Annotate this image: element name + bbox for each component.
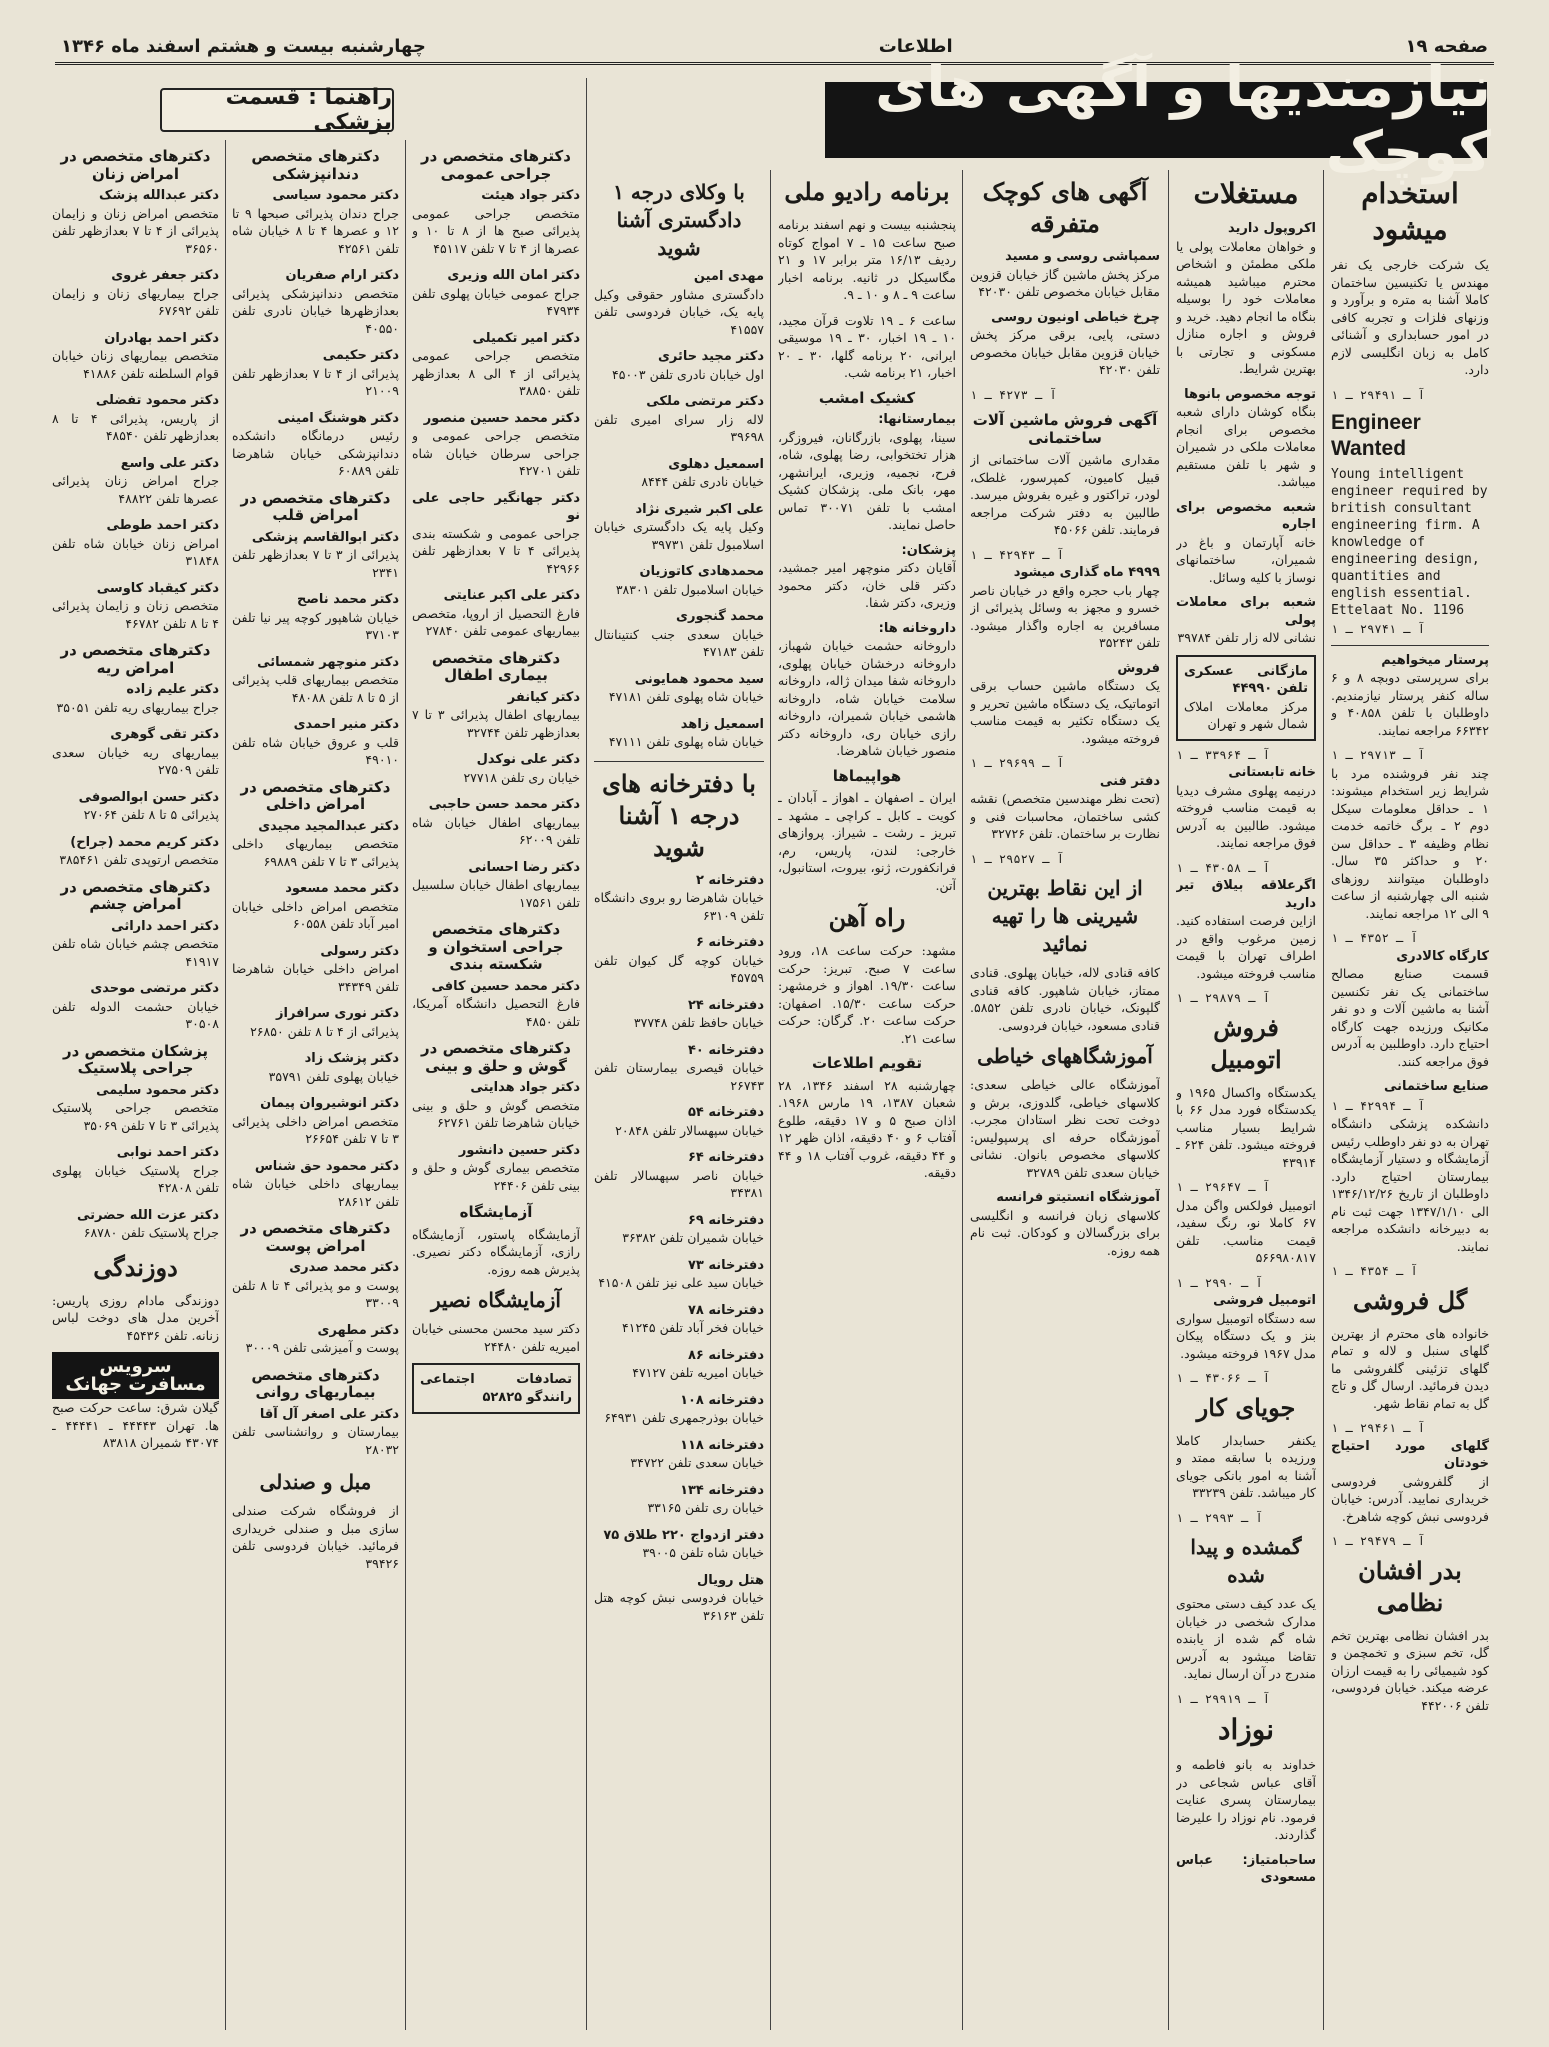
railway-schedule: مشهد: حرکت ساعت ۱۸، ورود ساعت ۷ صبح. تبریز: حرکت ساعت ۱۹/۳۰. اهواز و خرمشهر: حرکت ساعت ۱۵/۳۰. اصفهان: حرکت ساعت ۲۰. گرگان: حرکت ساعت ۲۱. — [778, 943, 956, 1046]
car-ad-title: اتومبیل فروشی — [1213, 1293, 1316, 1308]
misc-ad: یک دستگاه ماشین حساب برقی اتوماتیک، یک دستگاه ماشین تحریر و یک دستگاه تکثیر به قیمت مناسب فروخته میشود. — [970, 678, 1160, 746]
misc-ad-title: ۴۹۹۹ ماه گذاری میشود — [1013, 565, 1160, 580]
lawyers-title: با وکلای درجه ۱ دادگستری آشنا شوید — [613, 180, 745, 260]
lost-found-ad: یک عدد کیف دستی محتوی مدارک شخصی در خیابان شاه گم شده از یابنده تقاضا میشود به آدرس مندرج در آن ارسال نماید. — [1176, 1596, 1316, 1681]
pharmacies-list: داروخانه حشمت خیابان شهباز، داروخانه درخشان خیابان پهلوی، داروخانه شفا میدان ژاله، داروخانه سلامت خیابان شاه، داروخانه هاشمی خیابان شمیران، داروخانه رازی خیابان ری، داروخانه دکتر منصور خیابان شاهرضا. — [778, 638, 956, 758]
doctor-name: دکتر مطهری — [317, 1322, 399, 1338]
furniture-title: مبل و صندلی — [259, 1470, 372, 1494]
doctor-name: دکتر منوچهر شمسائی — [257, 654, 399, 670]
misc-ad-title: فروش — [1117, 660, 1160, 676]
flower-ad-title: گلهای مورد احتیاج خودتان — [1331, 1438, 1489, 1471]
doctor-info: متخصص جراحی پلاستیک پذیرائی ۳ تا ۷ تلفن ۳۵۰۶۹ — [52, 1100, 219, 1133]
property-box-ad: مازگانی عسکری تلفن ۴۴۹۹۰ مرکز معاملات املاک شمال شهر و تهران — [1176, 655, 1316, 741]
notary-name: دفترخانه ۵۴ — [688, 1105, 764, 1120]
pharmacies-title: داروخانه ها: — [878, 620, 956, 636]
hospitals-list: سینا، پهلوی، بازرگانان، فیروزگر، هزار تختخوابی، رضا پهلوی، شاه، فرح، نجمیه، وزیری، ایرانشهر، مهر، بانک ملی. پزشکان کشیک امشب با تلفن ۳۰۰۷۱ تماس حاصل نمایند. — [778, 429, 956, 532]
doctor-name: دکتر احمد داراثی — [111, 918, 219, 934]
doctor-name: دکتر علی واسع — [120, 455, 219, 471]
clinic-title: آزمایشگاه نصیر — [431, 1288, 561, 1312]
car-ad: اتومبیل فولکس واگن مدل ۶۷ کاملا نو، رنگ سفید، قیمت مناسب. تلفن ۵۶۶۹۸۰۸۱۷ — [1176, 1197, 1316, 1265]
on-duty-title: کشیک امشب — [818, 388, 916, 407]
property-ad-title: اکروپول دارید — [1227, 221, 1316, 236]
doctor-name: دکتر حکیمی — [322, 348, 399, 363]
doctor-name: دکتر محمد حسین منصور — [423, 410, 580, 426]
doctor-name: دکتر پزشک زاد — [304, 1051, 399, 1066]
doctor-name: دکتر احمد طوطی — [106, 518, 219, 533]
ad-code: آ ـ ۴۳۵۴ ـ ۱ — [1331, 1264, 1418, 1278]
doctor-info: بیمارستان و روانشناسی تلفن ۲۸۰۳۲ — [232, 1424, 399, 1457]
property-ad-title: توجه مخصوص بانوها — [1184, 386, 1316, 402]
lawyer-info: خیابان سعدی جنب کنتینانتال تلفن ۴۷۱۸۳ — [594, 626, 764, 659]
doctor-name: دکتر جواد هیئت — [481, 188, 580, 203]
doctor-name: دکتر تقی گوهری — [110, 727, 219, 742]
doctor-name: دکتر کیقباد کاوسی — [96, 580, 219, 596]
laboratory-info: آزمایشگاه پاستور، آزمایشگاه رازی، آزمایشگاه دکتر نصیری. پذیرش همه روزه. — [412, 1226, 580, 1277]
column-rule — [225, 140, 226, 2030]
lawyer-name: مهدی امین — [693, 269, 764, 284]
column-rule — [770, 170, 771, 2030]
misc-ads-column — [970, 172, 1160, 2032]
notary-info: خیابان امیریه تلفن ۴۷۱۲۷ — [632, 1365, 764, 1380]
job-seeker-title: جویای کار — [1196, 1392, 1296, 1422]
specialty-title: دکترهای متخصص در امراض چشم — [60, 877, 211, 913]
classifieds-masthead: نیازمندیها و آگهی های کوچک — [821, 78, 1491, 162]
hospitals-title: بیمارستانها: — [878, 412, 956, 427]
pastry-shops-ad: کافه قنادی لاله، خیابان پهلوی. قنادی ممتاز، خیابان شاهپور. کافه قنادی گلپونک، خیابان نادری تلفن ۵۸۵۲. قنادی مسعود، خیابان فردوسی. — [970, 965, 1160, 1033]
specialty-title: دکترهای متخصص در امراض قلب — [240, 488, 391, 524]
flights-list: ایران ـ اصفهان ـ اهواز ـ آبادان ـ کویت ـ کابل ـ کراچی ـ مشهد ـ تبریز ـ رشت ـ شیراز. پروازهای خارجی: لندن، پاریس، رم، فرانکفورت، ژنو، بیروت، استانبول، آتن. — [778, 790, 956, 893]
doctor-info: جراح امراض زنان پذیرائی عصرها تلفن ۴۸۸۲۲ — [52, 473, 219, 506]
lawyer-info: اول خیابان نادری تلفن ۴۵۰۰۳ — [612, 366, 764, 382]
ad-code: آ ـ ۴۲۹۹۴ ـ ۱ — [1331, 1098, 1425, 1113]
railway-title: راه آهن — [828, 903, 906, 932]
notary-info: خیابان حافظ تلفن ۳۷۷۴۸ — [633, 1015, 764, 1030]
property-ad: و خواهان معاملات پولی یا ملکی مطمئن و اشخاص محترم میباشید همیشه معاملات خود را بوسیله بنگاه ما انجام دهید. خرید و فروش و اجاره منازل مسکونی و تجارتی با بهترین شرایط. — [1176, 238, 1316, 376]
column-rule — [962, 170, 963, 2030]
specialty-title: دکترهای متخصص در امراض داخلی — [240, 777, 391, 813]
travel-service-title: سرویس مسافرت جهانک — [52, 1352, 219, 1399]
flower-ad: از گلفروشی فردوسی خریداری نمایید. آدرس: خیابان فردوسی نبش کوچه شاهرخ. — [1331, 1473, 1489, 1524]
doctor-name: دکتر محمد ناصح — [296, 592, 399, 607]
services-column — [778, 172, 956, 2032]
ad-code: آ ـ ۴۳۰۶۶ ـ ۱ — [1176, 1371, 1270, 1385]
employment-ad: یک شرکت خارجی یک نفر مهندس یا تکنیسین ساختمان کاملا آشنا به متره و برآورد و وزنهای فلزات و تجربه کافی در امور حسابداری و آشنائی کامل به زبان انگلیسی لازم دارد. — [1331, 257, 1489, 377]
specialty-title: دکترهای متخصص در امراض پوست — [240, 1219, 391, 1255]
engineer-wanted-body: Young intelligent engineer required by british consultant engineering firm. A knowledge of engineering design, quantities and english essential. Ettelaat No. 1196 — [1331, 467, 1488, 618]
notary-name: دفترخانه ۸۶ — [688, 1347, 764, 1363]
doctor-info: متخصص جراحی عمومی و جراحی سرطان خیابان شاه تلفن ۴۲۷۰۱ — [412, 428, 580, 478]
misc-ad: کلاسهای زبان فرانسه و انگلیسی برای بزرگسالان و کودکان. ثبت نام همه روزه. — [970, 1207, 1160, 1258]
doctor-name: دکتر جعفر غروی — [111, 268, 219, 283]
ad-code: آ ـ ۲۹۵۲۷ ـ ۱ — [970, 851, 1064, 866]
employment-column — [1331, 172, 1489, 2032]
radio-schedule: ساعت ۶ ـ ۱۹ تلاوت قرآن مجید، ۱۰ ـ ۱۹ اخبار، ۳۰ ـ ۱۹ موسیقی ایرانی، ۲۰ برنامه گلها، ۳۰ ـ ۲۰ اخبار، ۲۱ برنامه شب. — [778, 312, 956, 380]
doctor-name: دکتر جواد هدایتی — [470, 1080, 580, 1095]
lawyer-name: سید محمود همایونی — [634, 671, 764, 687]
doctor-info: بیماریهای ریه خیابان سعدی تلفن ۲۷۵۰۹ — [52, 744, 219, 777]
lawyers-column — [594, 172, 764, 2032]
lawyer-name: دکتر مجید حائری — [657, 349, 764, 364]
doctors-list: آقایان دکتر منوچهر امیر جمشید، دکتر قلی خان، دکتر محمود وزیری، دکتر شفا. — [778, 560, 956, 610]
property-ad: ازاین فرصت استفاده کنید. زمین مرغوب واقع در اطراف تهران با قیمت مناسب فروخته میشود. — [1176, 913, 1316, 981]
ad-code: آ ـ ۲۹۶۴۷ ـ ۱ — [1176, 1180, 1270, 1194]
notary-info: خیابان سپهسالار تلفن ۲۰۸۴۸ — [615, 1122, 764, 1138]
notaries-title: با دفترخانه های درجه ۱ آشنا شوید — [602, 768, 756, 862]
doctor-info: جراحی عمومی و شکسته بندی پذیرائی ۴ تا ۷ بعدازظهر تلفن ۴۲۹۶۶ — [412, 525, 580, 576]
doctor-info: جراح پلاستیک تلفن ۶۸۷۸۰ — [83, 1225, 219, 1240]
specialty-title: دکترهای متخصص بیماری اطفال — [431, 648, 561, 684]
property-ad-title: اگرعلاقه بیلاق تیر دارید — [1176, 878, 1316, 911]
ad-code: آ ـ ۳۳۹۶۴ ـ ۱ — [1176, 747, 1270, 762]
car-ad: یکدستگاه واکسال ۱۹۶۵ و یکدستگاه فورد مدل ۶۶ با شرایط بسیار مناسب فروخته میشود. تلفن ۶۲۴ ـ ۴۳۹۱۴ — [1176, 1084, 1316, 1170]
doctor-name: دکتر علی نوکدل — [476, 752, 580, 767]
notary-name: دفتر ازدواج ۲۲۰ طلاق ۷۵ — [603, 1527, 764, 1543]
doctor-info: خیابان حشمت الدوله تلفن ۳۰۵۰۸ — [52, 998, 219, 1031]
ad-code: آ ـ ۲۹۹۱۹ ـ ۱ — [1176, 1691, 1270, 1706]
doctor-info: متخصص بیماریهای زنان خیابان قوام السلطنه تلفن ۴۱۸۸۶ — [52, 348, 219, 381]
doctor-info: خیابان ری تلفن ۲۷۷۱۸ — [463, 769, 580, 785]
misc-ad-title: چرخ خیاطی اونیون روسی — [991, 309, 1160, 325]
doctor-name: دکتر رضا احسانی — [468, 859, 580, 875]
doctor-info: جراح بیماریهای ریه تلفن ۳۵۰۵۱ — [56, 699, 219, 715]
doctor-name: دکتر کریم محمد (جراح) — [70, 834, 219, 850]
newborn-ad: خداوند به بانو فاطمه و آقای عباس شجاعی در بیمارستان پسری عنایت فرمود. نام نوزاد را علیرضا گذاردند. — [1176, 1757, 1316, 1842]
workshop-ad: قسمت صنایع مصالح ساختمانی یک نفر تکنسین آشنا به ماشین آلات و دو نفر مکانیک ورزیده جهت کارگاه احتیاج دارد. داوطلبین به آدرس فوق مراجعه کنند. — [1331, 966, 1489, 1069]
property-ad: درنیمه پهلوی مشرف دیدیا به قیمت مناسب فروخته میشود. طالبین به آدرس فوق مراجعه نمایند. — [1176, 782, 1316, 850]
doctor-name: دکتر حسین دانشور — [458, 1142, 580, 1158]
doctor-info: فارغ التحصیل دانشگاه آمریکا، تلفن ۴۸۵۰ — [412, 996, 580, 1029]
misc-ad-title: سمپاشی روسی و مسید — [1005, 249, 1160, 264]
doctor-name: دکتر عبدالله پزشک — [99, 188, 219, 203]
military-seeds-ad: بدر افشان نظامی بهترین تخم گل، تخم سبزی و تخمچمن و کود شیمیائی را به قیمت ارزان عرضه میکند. خیابان فردوسی، تلفن ۴۴۲۰۰۶ — [1331, 1627, 1489, 1713]
doctor-name: دکتر انوشیروان پیمان — [260, 1096, 399, 1111]
doctor-info: جراح دندان پذیرائی صبحها ۹ تا ۱۲ و عصرها ۴ تا ۸ خیابان شاه تلفن ۴۲۵۶۱ — [232, 205, 399, 256]
radio-intro: پنجشنبه بیست و نهم اسفند برنامه صبح ساعت ۱۵ ـ ۷ امواج کوتاه ردیف ۱۶/۱۳ متر برابر ۱۷ و ۲۱ مگاسیکل در ثانیه. برنامه اخبار ساعت ۹ ـ ۸ و ۱۰ ـ ۹. — [778, 217, 956, 302]
tailor-ad: دوزندگی مادام روزی پاریس: آخرین مدل های دوخت لباس زنانه. تلفن ۴۵۴۳۶ — [52, 1292, 219, 1343]
emergency-box: تصادفات اجتماعی رانندگو ۵۲۸۲۵ — [412, 1363, 580, 1414]
notary-name: دفترخانه ۱۱۸ — [680, 1437, 764, 1453]
lost-found-title: گمشده و پیدا شده — [1190, 1535, 1302, 1587]
pastry-shops-title: از این نقاط بهترین شیرینی ها را تهیه نمائید — [987, 876, 1143, 956]
misc-ad-title: دفتر فنی — [1099, 773, 1160, 789]
doctor-name: دکتر عزت الله حضرتی — [76, 1207, 219, 1223]
notary-info: خیابان سید علی نیز تلفن ۴۱۵۰۸ — [598, 1275, 764, 1290]
property-ad: نشانی لاله زار تلفن ۳۹۷۸۴ — [1177, 630, 1316, 645]
doctor-name: دکتر علیم زاده — [126, 682, 219, 697]
doctor-info: امراض داخلی خیابان شاهرضا تلفن ۳۴۳۴۹ — [232, 961, 399, 994]
doctor-name: دکتر حسن ابوالصوفی — [78, 789, 219, 805]
misc-ads-title: آگهی های کوچک متفرقه — [982, 177, 1148, 238]
doctor-info: از پاریس، پذیرائی ۴ تا ۸ بعدازظهر تلفن ۴۸۵۴۰ — [52, 410, 219, 443]
property-title: مستغلات — [1193, 177, 1299, 210]
construction-ad-title: صنایع ساختمانی — [1383, 1079, 1489, 1094]
doctor-info: خیابان شاهپور کوچه پیر نیا تلفن ۳۷۱۰۳ — [232, 609, 399, 642]
misc-ad: (تحت نظر مهندسین متخصص) نقشه کشی ساختمان، محاسبات فنی و نظارت بر ساختمان. تلفن ۳۲۷۲۶ — [970, 791, 1160, 841]
column-rule — [586, 78, 587, 2030]
ad-code: آ ـ ۲۹۴۹۱ ـ ۱ — [1331, 387, 1425, 402]
doctor-info: بیماریهای اطفال خیابان شاه تلفن ۶۲۰۰۹ — [412, 814, 580, 847]
doctor-info: متخصص بیماریهای قلب پذیرائی از ۵ تا ۸ تلفن ۴۸۰۸۸ — [232, 672, 399, 705]
specialty-title: دکترهای متخصص در امراض ریه — [60, 641, 211, 677]
doctor-info: متخصص امراض زنان و زایمان پذیرائی از ۴ تا ۷ بعدازظهر تلفن ۳۶۵۶۰ — [52, 205, 219, 256]
publisher-signature: ساحبامتیاز: عباس مسعودی — [1176, 1852, 1316, 1885]
ad-code: آ ـ ۴۳۵۲ ـ ۱ — [1331, 931, 1418, 945]
notary-name: دفترخانه ۱۳۴ — [680, 1482, 764, 1498]
nurse-ad-title: پرستار میخواهیم — [1381, 652, 1489, 668]
flower-shop-title: گل فروشی — [1352, 1285, 1468, 1315]
tailor-title: دوزندگی — [93, 1252, 178, 1282]
notary-info: خیابان سعدی تلفن ۳۴۷۲۲ — [630, 1455, 764, 1470]
military-seeds-title: بدر افشان نظامی — [1358, 1555, 1462, 1617]
hotel-name: هتل رویال — [696, 1572, 764, 1588]
issue-date: چهارشنبه بیست و هشتم اسفند ماه ۱۳۴۶ — [61, 35, 426, 57]
ad-code: آ ـ ۲۹۶۹۹ ـ ۱ — [970, 756, 1064, 770]
medical-column-1 — [412, 140, 580, 2030]
lawyer-info: دادگستری مشاور حقوقی وکیل پایه یک، خیابان فردوسی تلفن ۴۱۵۵۷ — [594, 286, 764, 337]
doctor-name: دکتر محمود سلیمی — [96, 1082, 219, 1098]
doctor-info: پذیرائی از ۴ تا ۷ بعدازظهر تلفن ۲۱۰۰۹ — [232, 365, 399, 398]
radio-program-title: برنامه رادیو ملی — [784, 177, 950, 206]
doctor-name: دکتر محمد حسن حاجبی — [428, 797, 580, 812]
doctor-info: متخصص گوش و حلق و بینی خیابان شاهرضا تلفن ۶۲۷۶۱ — [412, 1097, 580, 1130]
notary-info: خیابان ناصر سپهسالار تلفن ۳۴۳۸۱ — [594, 1167, 764, 1200]
lawyer-name: علی اکبر شیری نژاد — [635, 501, 764, 517]
clinic-info: دکتر سید محسن محسنی خیابان امیریه تلفن ۲۴۴۸۰ — [412, 1321, 580, 1354]
notary-name: دفترخانه ۲۴ — [688, 997, 764, 1013]
doctor-name: دکتر احمد بهادران — [104, 330, 219, 346]
doctor-name: دکتر عبدالمجید مجیدی — [258, 818, 399, 834]
ad-code: آ ـ ۲۹۹۳ ـ ۱ — [1176, 1510, 1263, 1525]
doctor-name: دکتر رسولی — [320, 943, 399, 959]
doctor-name: دکتر منیر احمدی — [293, 717, 399, 732]
lawyer-info: وکیل پایه یک دادگستری خیابان اسلامبول تلفن ۳۹۷۳۱ — [594, 519, 764, 552]
nurse-ad: برای سرپرستی دوبچه ۸ و ۶ ساله کنفر پرستار نیازمندیم. داوطلبان با تلفن ۴۰۸۵۸ و ۶۶۳۴۲ مراجعه نمایند. — [1331, 670, 1489, 738]
doctor-info: بیماریهای اطفال پذیرائی ۳ تا ۷ بعدازظهر تلفن ۳۲۷۴۴ — [412, 707, 580, 740]
doctor-info: متخصص دندانپزشکی پذیرائی بعدازظهرها خیابان نادری تلفن ۴۰۵۵۰ — [232, 285, 399, 336]
doctor-info: خیابان پهلوی تلفن ۳۵۷۹۱ — [268, 1068, 399, 1084]
specialty-title: دکترهای متخصص در امراض زنان — [60, 147, 211, 183]
specialty-title: دکترهای متخصص جراحی استخوان و شکسته بندی — [428, 920, 564, 973]
ad-code: آ ـ ۲۹۴۶۱ ـ ۱ — [1331, 1421, 1425, 1435]
specialty-title: دکترهای متخصص در جراحی عمومی — [421, 147, 571, 183]
doctor-name: دکتر احمد نوابی — [116, 1145, 219, 1160]
doctor-name: دکتر مرتضی موحدی — [90, 981, 219, 996]
doctor-info: فارغ التحصیل از اروپا، متخصص بیماریهای عمومی تلفن ۲۷۸۴۰ — [412, 605, 580, 638]
notary-info: خیابان قیصری بیمارستان تلفن ۲۶۷۴۳ — [594, 1060, 764, 1093]
specialty-title: دکترهای متخصص دندانپزشکی — [251, 147, 380, 183]
lawyer-name: محمد گنجوری — [676, 609, 764, 624]
doctor-info: متخصص جراحی عمومی پذیرائی از ۴ الی ۸ بعدازظهر تلفن ۳۸۸۵۰ — [412, 348, 580, 398]
property-ad-title: شعبه برای معاملات پولی — [1176, 595, 1316, 628]
doctor-info: رئیس درمانگاه دانشکده دندانپزشکی خیابان شاهرضا تلفن ۶۰۸۸۹ — [232, 428, 399, 478]
doctor-info: متخصص بیماری گوش و حلق و بینی تلفن ۲۴۴۰۶ — [412, 1160, 580, 1193]
notary-name: دفترخانه ۴۰ — [688, 1042, 764, 1058]
salesman-ad: چند نفر فروشنده مرد با شرایط زیر استخدام میشوند: ۱ ـ حداقل معلومات سیکل دوم ۲ ـ برگ خاتمه خدمت نظام وظیفه ۳ ـ حداقل سن ۲۰ و حداکثر ۳۵ سال. داوطلبان میتوانند روزهای شنبه الی چهارشنبه از ساعت ۹ الی ۱۲ مراجعه نمایند. — [1331, 765, 1489, 921]
newborn-title: نوزاد — [1217, 1713, 1275, 1746]
doctor-name: دکتر محمد مسعود — [285, 881, 399, 896]
misc-ad: مقداری ماشین آلات ساختمانی از قبیل کامیون، کمپرسور، غلطک، لودر، تراکتور و غیره بفروش میرسد. طالبین به دفتر شرکت مراجعه فرمایند. تلفن ۴۵۰۶۶ — [970, 452, 1160, 537]
notary-name: دفترخانه ۷۳ — [688, 1257, 764, 1273]
doctor-name: دکتر امان الله وزیری — [447, 268, 580, 283]
ad-code: آ ـ ۴۳۰۵۸ ـ ۱ — [1176, 860, 1270, 875]
flights-title: هواپیماها — [832, 766, 902, 785]
lawyer-info: خیابان شاه پهلوی تلفن ۴۷۱۸۱ — [608, 689, 764, 704]
doctor-name: دکتر جهانگیر حاجی علی نو — [412, 490, 580, 523]
doctor-info: جراح بیماریهای زنان و زایمان تلفن ۶۷۶۹۲ — [52, 285, 219, 318]
medical-guide-title: راهنما : قسمت پزشکی — [160, 88, 394, 132]
tailoring-schools-ad: آموزشگاه عالی خیاطی سعدی: کلاسهای خیاطی، گلدوزی، برش و دوخت تحت نظر استادان مجرب. آموزشگاه حرفه ای پرسپولیس: کلاسهای مخصوص بانوان. نشانی خیابان سعدی تلفن ۳۲۷۸۹ — [970, 1077, 1160, 1180]
doctor-info: متخصص جراحی عمومی پذیرائی صبح ها از ۸ تا ۱۰ و عصرها از ۴ تا ۷ تلفن ۴۵۱۱۷ — [412, 205, 580, 256]
doctor-name: دکتر نوری سرافراز — [276, 1006, 399, 1021]
doctor-info: بیماریهای داخلی خیابان شاه تلفن ۲۸۶۱۲ — [232, 1176, 399, 1209]
doctor-info: متخصص بیماریهای داخلی پذیرائی ۳ تا ۷ تلفن ۶۹۸۸۹ — [232, 836, 399, 869]
laboratory-title: آزمایشگاه — [459, 1203, 533, 1221]
doctor-info: امراض زنان خیابان شاه تلفن ۳۱۸۴۸ — [52, 535, 219, 568]
notary-info: خیابان کوچه گل کیوان تلفن ۴۵۷۵۹ — [594, 952, 764, 985]
misc-ad: چهار باب حجره واقع در خیابان ناصر خسرو و مجهز به وسائل پذیرائی از مسافرین به اجاره واگذار میشود. تلفن ۳۵۲۴۳ — [970, 582, 1160, 650]
car-ad: سه دستگاه اتومبیل سواری بنز و یک دستگاه پیکان مدل ۱۹۶۷ فروخته میشود. — [1176, 1310, 1316, 1361]
notary-name: دفترخانه ۶۹ — [688, 1212, 764, 1228]
specialty-title: پزشکان متخصص در جراحی پلاستیک — [62, 1041, 209, 1077]
misc-ad: دستی، پایی، برقی مرکز پخش خیابان قزوین مقابل خیابان مخصوص تلفن ۴۲۰۳۰ — [970, 327, 1160, 377]
lawyer-info: خیابان اسلامبول تلفن ۳۸۳۰۱ — [615, 581, 764, 597]
university-ad: دانشکده پزشکی دانشگاه تهران به دو نفر داوطلب رئیس آزمایشگاه و دستیار آزمایشگاه بیمارستان احتیاج دارد. داوطلبان از تاریخ ۱۳۴۶/۱۲/۲۶ الی ۱۳۴۷/۱/۱۰ جهت ثبت نام به دبیرخانه دانشکده مراجعه نمایند. — [1331, 1116, 1489, 1254]
calendar-title: تقویم اطلاعات — [811, 1054, 923, 1072]
lawyer-info: لاله زار سرای امیری تلفن ۳۹۶۹۸ — [594, 411, 764, 444]
notary-info: خیابان فخر آباد تلفن ۴۱۲۴۵ — [622, 1320, 764, 1335]
notary-info: خیابان ری تلفن ۳۳۱۶۵ — [647, 1500, 764, 1515]
job-seeker-ad: یکنفر حسابدار کاملا ورزیده با سابقه ممتد و آشنا به امور بانکی جویای کار میباشد. تلفن ۳۳۲۳۹ — [1176, 1432, 1316, 1500]
medical-column-3 — [52, 140, 219, 2030]
column-rule — [405, 140, 406, 2030]
property-ad-title: شعبه مخصوص برای اجاره — [1176, 499, 1316, 532]
doctor-name: دکتر امیر تکمیلی — [472, 330, 580, 346]
doctor-name: دکتر هوشنگ امینی — [277, 410, 399, 426]
ad-code: آ ـ ۴۲۹۴۳ ـ ۱ — [970, 547, 1064, 562]
doctor-name: دکتر علی اکبر عنایتی — [443, 588, 580, 603]
column-rule — [1168, 170, 1169, 2030]
medical-column-2 — [232, 140, 399, 2030]
tailoring-schools-title: آموزشگاههای خیاطی — [977, 1044, 1153, 1068]
notary-name: دفترخانه ۷۸ — [688, 1302, 764, 1318]
car-sale-title: فروش اتومبیل — [1210, 1012, 1282, 1074]
lawyer-info: خیابان نادری تلفن ۸۴۴۴ — [641, 474, 764, 489]
travel-service-ad: گیلان شرق: ساعت حرکت صبح ها. تهران ۴۴۴۴۳ ـ ۴۴۴۴۱ ـ ۴۳۰۷۴ شمیران ۸۳۸۱۸ — [52, 1400, 219, 1450]
doctor-info: متخصص ارتوپدی تلفن ۳۸۵۴۶۱ — [59, 852, 219, 867]
doctor-info: جراح عمومی خیابان پهلوی تلفن ۴۷۹۳۴ — [412, 285, 580, 318]
notary-name: دفترخانه ۶۴ — [688, 1150, 764, 1165]
notary-info: خیابان شاهرضا رو بروی دانشگاه تلفن ۶۳۱۰۹ — [594, 890, 764, 923]
notary-name: دفترخانه ۶ — [695, 935, 764, 950]
doctor-info: پذیرائی ۵ تا ۸ تلفن ۲۷۰۶۴ — [83, 807, 219, 822]
doctor-name: دکتر محمد صدری — [289, 1260, 399, 1275]
doctors-title: پزشکان: — [901, 542, 956, 558]
misc-ad: مرکز پخش ماشین گاز خیابان قزوین مقابل خیابان مخصوص تلفن ۴۲۰۳۰ — [970, 266, 1160, 299]
workshop-ad-title: کارگاه کالادری — [1396, 948, 1489, 964]
ad-code: آ ـ ۴۲۷۳ ـ ۱ — [970, 387, 1057, 402]
specialty-title: دکترهای متخصص در گوش و حلق و بینی — [421, 1039, 571, 1075]
doctor-name: دکتر کیانفر — [507, 689, 580, 705]
doctor-name: دکتر محمود سیاسی — [272, 188, 399, 203]
ad-code: آ ـ ۲۹۸۷۹ ـ ۱ — [1176, 991, 1270, 1005]
doctor-name: دکتر ارام صفریان — [285, 268, 399, 283]
doctor-info: متخصص چشم خیابان شاه تلفن ۴۱۹۱۷ — [52, 936, 219, 969]
property-column — [1176, 172, 1316, 2032]
specialty-title: دکترهای متخصص بیماریهای روانی — [251, 1365, 380, 1401]
misc-ad-title: آگهی فروش ماشین آلات ساختمانی — [972, 411, 1158, 447]
doctor-name: دکتر محمد حسین کافی — [431, 978, 580, 994]
ad-code: آ ـ ۲۹۹۰ ـ ۱ — [1176, 1275, 1263, 1290]
lawyer-name: اسمعیل زاهد — [680, 716, 764, 732]
column-rule — [1323, 170, 1324, 2030]
calendar-text: چهارشنبه ۲۸ اسفند ۱۳۴۶، ۲۸ شعبان ۱۳۸۷، ۱۹ مارس ۱۹۶۸. اذان صبح ۵ و ۱۷ دقیقه، طلوع آفتاب ۶ و ۴۰ دقیقه، اذان ظهر ۱۲ و ۴۴ دقیقه، غروب آفتاب ۱۸ و ۴۴ دقیقه. — [778, 1077, 956, 1180]
doctor-info: پذیرائی از ۴ تا ۸ تلفن ۲۶۸۵۰ — [250, 1023, 399, 1039]
doctor-name: دکتر محمود حق شناس — [254, 1158, 399, 1174]
lawyer-name: اسمعیل دهلوی — [668, 456, 764, 472]
page-number: صفحه ۱۹ — [1405, 35, 1488, 57]
lawyer-name: محمدهادی کاتوزیان — [639, 564, 764, 579]
property-ad: خانه آپارتمان و باغ در شمیران، ساختمانهای نوساز با کلیه وسائل. — [1176, 534, 1316, 585]
engineer-wanted-title: Engineer Wanted — [1331, 411, 1421, 460]
property-ad-title: خانه تابستانی — [1228, 765, 1316, 780]
doctor-info: بیماریهای اطفال خیابان سلسبیل تلفن ۱۷۵۶۱ — [412, 877, 580, 910]
doctor-info: پذیرائی از ۳ تا ۷ بعدازظهر تلفن ۲۳۴۱ — [232, 547, 399, 580]
ad-code: آ ـ ۲۹۴۷۹ ـ ۱ — [1331, 1534, 1425, 1548]
notary-name: دفترخانه ۲ — [695, 872, 764, 888]
misc-ad-title: آموزشگاه انستیتو فرانسه — [996, 1190, 1160, 1205]
doctor-info: متخصص امراض داخلی خیابان امیر آباد تلفن ۶۰۵۵۸ — [232, 898, 399, 931]
doctor-info: متخصص زنان و زایمان پذیرائی ۴ تا ۸ تلفن ۴۶۷۸۲ — [52, 598, 219, 631]
lawyer-info: خیابان شاه پهلوی تلفن ۴۷۱۱۱ — [608, 734, 764, 749]
notary-info: خیابان بوذرجمهری تلفن ۶۴۹۳۱ — [604, 1410, 764, 1425]
doctor-name: دکتر ابوالقاسم پزشکی — [251, 529, 399, 545]
hotel-info: خیابان فردوسی نبش کوچه هتل تلفن ۳۶۱۶۳ — [594, 1590, 764, 1623]
doctor-info: قلب و عروق خیابان شاه تلفن ۴۹۰۱۰ — [232, 734, 399, 767]
notary-info: خیابان شاه تلفن ۳۹۰۰۵ — [642, 1545, 764, 1560]
ad-code: آ ـ ۲۹۷۱۳ ـ ۱ — [1331, 748, 1425, 762]
lawyer-name: دکتر مرتضی ملکی — [646, 394, 764, 409]
doctor-name: دکتر علی اصغر آل آقا — [259, 1406, 399, 1422]
doctor-info: جراح پلاستیک خیابان پهلوی تلفن ۴۲۸۰۸ — [52, 1162, 219, 1195]
doctor-info: پوست و آمیزشی تلفن ۳۰۰۰۹ — [245, 1340, 399, 1355]
employment-title: استخدام میشود — [1361, 177, 1459, 246]
doctor-name: دکتر محمود تفضلی — [95, 393, 219, 408]
doctor-info: پوست و مو پذیرائی ۴ تا ۸ تلفن ۳۳۰۰۹ — [232, 1277, 399, 1310]
ad-code: آ ـ ۲۹۷۴۱ ـ ۱ — [1331, 622, 1425, 636]
newspaper-name: اطلاعات — [878, 35, 953, 57]
flower-shop-ad: خانواده های محترم از بهترین گلهای سنبل و لاله و تمام گلهای تزئینی گلفروشی ما دیدن فرمائید. ارسال گل و تاج گل به تمام نقاط شهر. — [1331, 1325, 1489, 1411]
notary-name: دفترخانه ۱۰۸ — [680, 1392, 764, 1408]
doctor-info: متخصص امراض داخلی پذیرائی ۳ تا ۷ تلفن ۲۶۶۵۴ — [232, 1113, 399, 1146]
property-ad: بنگاه کوشان دارای شعبه مخصوص برای انجام معاملات ملکی در شمیران و شهر با تلفن مستقیم میباشد. — [1176, 404, 1316, 489]
notary-info: خیابان شمیران تلفن ۳۶۳۸۲ — [622, 1230, 764, 1245]
furniture-ad: از فروشگاه شرکت صندلی سازی مبل و صندلی خریداری فرمائید. خیابان فردوسی تلفن ۳۹۴۲۶ — [232, 1503, 399, 1571]
